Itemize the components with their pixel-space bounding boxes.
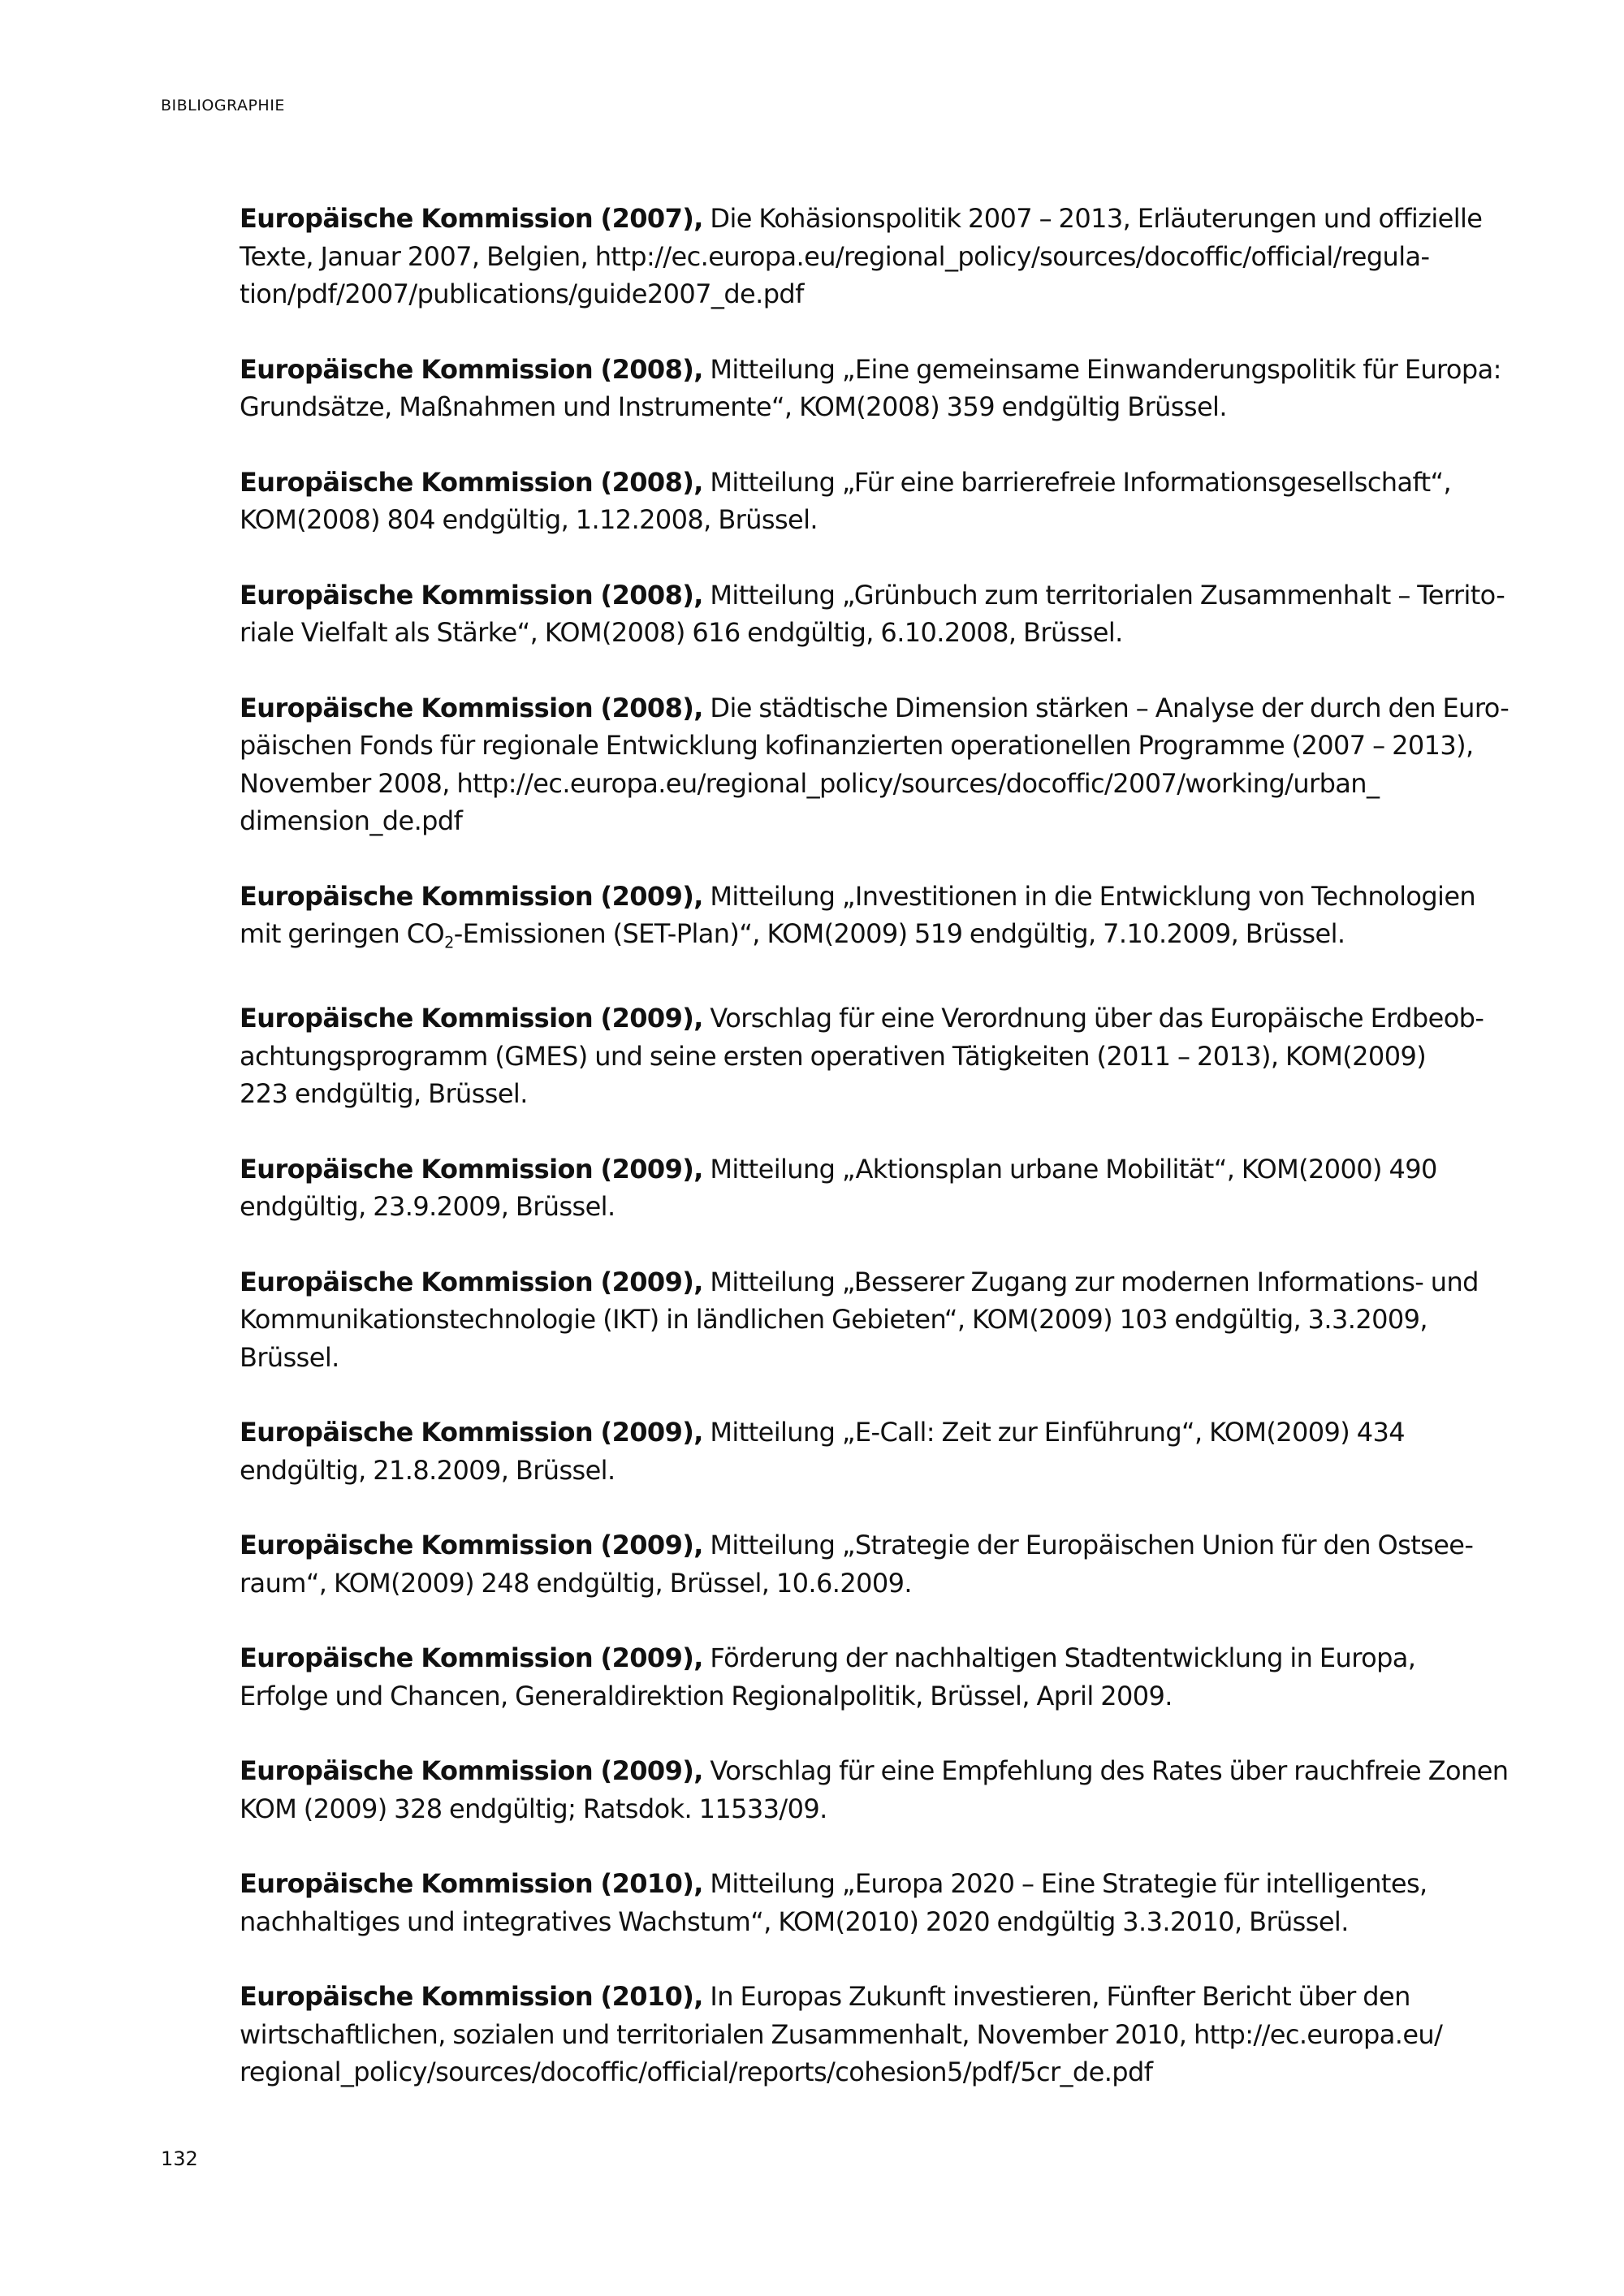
entry-text: Mitteilung „Eine gemeinsame Einwanderungspolitik für Europa:: [702, 353, 1501, 385]
entry-line: [240, 1978, 1458, 2016]
entry-text: Mitteilung „E-Call: Zeit zur Einführung“, KOM(2009) 434: [702, 1417, 1406, 1448]
entry-line: [240, 1038, 1458, 1076]
entry-line: [240, 238, 1458, 276]
bibliography-entry: [240, 878, 1476, 963]
entry-text: 223 endgültig, Brüssel.: [240, 1078, 528, 1110]
entry-text: Mitteilung „Strategie der Europäischen Union für den Ostsee-: [702, 1530, 1474, 1561]
entry-author: Europäische Kommission (2010),: [240, 1868, 703, 1900]
entry-line: [240, 2053, 1458, 2091]
bibliography-entry: [240, 1526, 1474, 1602]
entry-line: [240, 501, 1458, 539]
entry-text: -Emissionen (SET-Plan)“, KOM(2009) 519 endgültig, 7.10.2009, Brüssel.: [453, 918, 1345, 949]
entry-line: [240, 1301, 1458, 1339]
entry-line: [240, 1903, 1458, 1941]
entry-line: [240, 915, 1458, 962]
bibliography-entry: [240, 1865, 1458, 1940]
entry-text: nachhaltiges und integratives Wachstum“, KOM(2010) 2020 endgültig 3.3.2010, Brüssel.: [240, 1905, 1349, 1937]
entry-line: [240, 878, 1476, 916]
bibliography-entry: [240, 999, 1484, 1113]
entry-author: Europäische Kommission (2008),: [240, 692, 703, 723]
entry-text: KOM (2009) 328 endgültig; Ratsdok. 11533/09.: [240, 1793, 827, 1824]
entry-author: Europäische Kommission (2007),: [240, 203, 703, 234]
entry-text: dimension_de.pdf: [240, 805, 463, 836]
entry-line: [240, 1188, 1458, 1226]
entry-line: [240, 1790, 1458, 1828]
entry-text: KOM(2008) 804 endgültig, 1.12.2008, Brüssel.: [240, 504, 818, 535]
bibliography-entry: [240, 689, 1510, 840]
entry-line: [240, 351, 1501, 389]
entry-line: [240, 1075, 1458, 1113]
bibliography-entry: [240, 464, 1458, 539]
bibliography-entry: [240, 1978, 1458, 2091]
entry-text: mit geringen CO: [240, 918, 445, 949]
entry-line: [240, 275, 1458, 313]
entry-line: [240, 1150, 1458, 1189]
entry-line: [240, 1639, 1458, 1677]
bibliography-entry: [240, 1263, 1479, 1377]
entry-text: Vorschlag für eine Verordnung über das Europäische Erdbeob-: [702, 1003, 1484, 1034]
entry-author: Europäische Kommission (2009),: [240, 1530, 703, 1561]
entry-text: achtungsprogramm (GMES) und seine ersten operativen Tätigkeiten (2011 – 2013), KOM(2009): [240, 1040, 1427, 1072]
entry-line: [240, 689, 1510, 727]
entry-text: Grundsätze, Maßnahmen und Instrumente“, KOM(2008) 359 endgültig Brüssel.: [240, 391, 1227, 422]
entry-text: Mitteilung „Besserer Zugang zur modernen Informations- und: [702, 1266, 1479, 1297]
entry-author: Europäische Kommission (2008),: [240, 579, 703, 611]
entry-line: [240, 1564, 1458, 1603]
bibliography-entry: [240, 1413, 1458, 1489]
entry-text: Kommunikationstechnologie (IKT) in ländlichen Gebieten“, KOM(2009) 103 endgültig, 3.3.2009,: [240, 1304, 1427, 1336]
entry-line: [240, 999, 1484, 1038]
bibliography-list: [240, 200, 1510, 2129]
entry-line: [240, 1752, 1509, 1790]
bibliography-entry: [240, 1639, 1458, 1715]
entry-text: endgültig, 21.8.2009, Brüssel.: [240, 1454, 615, 1486]
entry-text: In Europas Zukunft investieren, Fünfter Bericht über den: [702, 1981, 1410, 2013]
entry-line: [240, 1677, 1458, 1716]
entry-author: Europäische Kommission (2009),: [240, 1153, 703, 1185]
entry-text: Mitteilung „Für eine barrierefreie Informationsgesellschaft“,: [702, 466, 1452, 498]
entry-text: Texte, Januar 2007, Belgien, http://ec.europa.eu/regional_policy/sources/docoffic/official/regula-: [240, 240, 1430, 272]
entry-line: [240, 727, 1474, 765]
entry-author: Europäische Kommission (2008),: [240, 466, 703, 498]
entry-line: [240, 1339, 1458, 1377]
entry-text: tion/pdf/2007/publications/guide2007_de.pdf: [240, 278, 804, 309]
entry-line: [240, 200, 1483, 238]
entry-line: [240, 576, 1505, 615]
bibliography-entry: [240, 1150, 1458, 1226]
entry-text: November 2008, http://ec.europa.eu/regional_policy/sources/docoffic/2007/working/urban_: [240, 767, 1380, 799]
entry-text: Brüssel.: [240, 1341, 339, 1373]
entry-author: Europäische Kommission (2009),: [240, 1755, 703, 1787]
entry-text: Mitteilung „Grünbuch zum territorialen Zusammenhalt – Territo-: [702, 579, 1505, 611]
entry-author: Europäische Kommission (2009),: [240, 1642, 703, 1674]
page-number: 132: [161, 2147, 198, 2170]
entry-text: regional_policy/sources/docoffic/official/reports/cohesion5/pdf/5cr_de.pdf: [240, 2056, 1153, 2088]
running-head: BIBLIOGRAPHIE: [161, 97, 285, 114]
bibliography-entry: [240, 351, 1501, 426]
entry-author: Europäische Kommission (2009),: [240, 1266, 703, 1297]
entry-line: [240, 802, 1458, 840]
bibliography-entry: [240, 1752, 1509, 1828]
entry-text: Erfolge und Chancen, Generaldirektion Regionalpolitik, Brüssel, April 2009.: [240, 1680, 1173, 1711]
entry-line: [240, 614, 1458, 652]
entry-line: [240, 765, 1458, 803]
entry-text: Mitteilung „Aktionsplan urbane Mobilität“, KOM(2000) 490: [702, 1153, 1437, 1185]
entry-author: Europäische Kommission (2008),: [240, 353, 703, 385]
entry-line: [240, 1263, 1479, 1301]
entry-line: [240, 1865, 1458, 1903]
entry-text: wirtschaftlichen, sozialen und territorialen Zusammenhalt, November 2010, http://ec.europa.eu/: [240, 2018, 1443, 2050]
entry-text: Mitteilung „Europa 2020 – Eine Strategie für intelligentes,: [702, 1868, 1427, 1900]
entry-text: Die städtische Dimension stärken – Analyse der durch den Euro-: [702, 692, 1510, 723]
entry-text: raum“, KOM(2009) 248 endgültig, Brüssel, 10.6.2009.: [240, 1567, 912, 1599]
entry-author: Europäische Kommission (2010),: [240, 1981, 703, 2013]
entry-text: Die Kohäsionspolitik 2007 – 2013, Erläuterungen und offizielle: [702, 203, 1483, 234]
entry-author: Europäische Kommission (2009),: [240, 880, 703, 912]
entry-text: endgültig, 23.9.2009, Brüssel.: [240, 1191, 615, 1223]
entry-text: riale Vielfalt als Stärke“, KOM(2008) 616 endgültig, 6.10.2008, Brüssel.: [240, 617, 1123, 648]
entry-author: Europäische Kommission (2009),: [240, 1003, 703, 1034]
entry-line: [240, 388, 1458, 426]
entry-text: Vorschlag für eine Empfehlung des Rates über rauchfreie Zonen: [702, 1755, 1509, 1787]
entry-line: [240, 1452, 1458, 1490]
entry-line: [240, 464, 1458, 502]
entry-author: Europäische Kommission (2009),: [240, 1417, 703, 1448]
entry-text: päischen Fonds für regionale Entwicklung kofinanzierten operationellen Programme (2007 – 2013),: [240, 730, 1474, 761]
entry-text: Förderung der nachhaltigen Stadtentwicklung in Europa,: [702, 1642, 1416, 1674]
bibliography-entry: [240, 200, 1483, 313]
subscript: 2: [444, 933, 454, 952]
bibliography-entry: [240, 576, 1505, 652]
entry-line: [240, 1413, 1458, 1452]
entry-text: Mitteilung „Investitionen in die Entwicklung von Technologien: [702, 880, 1476, 912]
entry-line: [240, 2016, 1458, 2054]
entry-line: [240, 1526, 1474, 1564]
